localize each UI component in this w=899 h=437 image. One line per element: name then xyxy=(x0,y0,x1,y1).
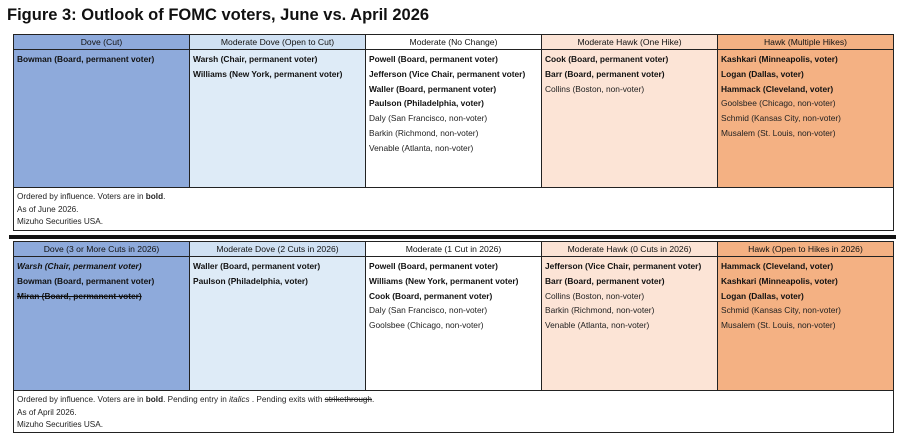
column-header: Hawk (Open to Hikes in 2026) xyxy=(718,242,893,257)
june-col-moderate-hawk xyxy=(542,35,718,187)
voter-list xyxy=(718,50,893,141)
voter-item: Powell (Board, permanent voter) xyxy=(369,54,498,64)
april-col-moderate xyxy=(366,242,542,390)
june-col-moderate xyxy=(366,35,542,187)
voter-item: Bowman (Board, permanent voter) xyxy=(17,54,155,64)
legend-note: Ordered by influence. Voters are in bold. Pending entry in italics . Pending exits with strikethrough. xyxy=(17,395,375,404)
voter-item: Musalem (St. Louis, non-voter) xyxy=(721,127,836,138)
voter-item: Daly (San Francisco, non-voter) xyxy=(369,113,488,124)
april-notes xyxy=(14,390,893,432)
voter-list xyxy=(542,50,717,96)
column-header: Moderate Dove (Open to Cut) xyxy=(190,35,365,50)
voter-item: Collins (Boston, non-voter) xyxy=(545,290,645,301)
voter-item: Goolsbee (Chicago, non-voter) xyxy=(721,98,836,109)
voter-item: Jefferson (Vice Chair, permanent voter) xyxy=(369,68,526,79)
voter-item: Kashkari (Minneapolis, voter) xyxy=(721,275,838,286)
voter-item: Kashkari (Minneapolis, voter) xyxy=(721,54,838,64)
column-header: Moderate Hawk (One Hike) xyxy=(542,35,717,50)
voter-item: Waller (Board, permanent voter) xyxy=(193,261,321,271)
voter-list xyxy=(14,257,189,303)
voter-item: Barkin (Richmond, non-voter) xyxy=(545,305,655,316)
june-notes xyxy=(14,187,893,229)
column-header: Moderate Dove (2 Cuts in 2026) xyxy=(190,242,365,257)
voter-item: Hammack (Cleveland, voter) xyxy=(721,261,834,271)
voter-item: Logan (Dallas, voter) xyxy=(721,290,804,301)
section-divider xyxy=(9,235,896,239)
voter-item: Waller (Board, permanent voter) xyxy=(369,83,497,94)
voter-item: Powell (Board, permanent voter) xyxy=(369,261,498,271)
as-of-note: As of June 2026. xyxy=(17,204,79,214)
voter-list xyxy=(190,50,365,82)
june-col-hawk xyxy=(718,35,893,187)
voter-item: Schmid (Kansas City, non-voter) xyxy=(721,113,841,124)
voter-item: Barr (Board, permanent voter) xyxy=(545,275,665,286)
voter-list xyxy=(366,50,541,156)
as-of-note: As of April 2026. xyxy=(17,407,77,417)
voter-item: Venable (Atlanta, non-voter) xyxy=(369,142,474,153)
voter-item: Venable (Atlanta, non-voter) xyxy=(545,320,650,331)
voter-item: Collins (Boston, non-voter) xyxy=(545,83,645,94)
june-columns xyxy=(14,35,893,187)
voter-list xyxy=(366,257,541,333)
voter-item: Daly (San Francisco, non-voter) xyxy=(369,305,488,316)
column-header: Moderate Hawk (0 Cuts in 2026) xyxy=(542,242,717,257)
voter-item: Schmid (Kansas City, non-voter) xyxy=(721,305,841,316)
voter-item: Jefferson (Vice Chair, permanent voter) xyxy=(545,261,702,271)
voter-item: Bowman (Board, permanent voter) xyxy=(17,275,155,286)
voter-item: Warsh (Chair, permanent voter) xyxy=(193,54,318,64)
voter-list xyxy=(542,257,717,333)
april-col-dove xyxy=(14,242,190,390)
source-note: Mizuho Securities USA. xyxy=(17,217,104,227)
april-col-moderate-dove xyxy=(190,242,366,390)
voter-item: Logan (Dallas, voter) xyxy=(721,68,804,79)
june-col-moderate-dove xyxy=(190,35,366,187)
voter-item: Williams (New York, permanent voter) xyxy=(369,275,519,286)
voter-item: Cook (Board, permanent voter) xyxy=(369,290,493,301)
june-outlook-table xyxy=(13,34,894,231)
column-header: Moderate (1 Cut in 2026) xyxy=(366,242,541,257)
voter-item: Barr (Board, permanent voter) xyxy=(545,68,665,79)
voter-item: Miran (Board, permanent voter) xyxy=(17,290,142,301)
voter-list xyxy=(14,50,189,67)
figure-title: Figure 3: Outlook of FOMC voters, June vs. April 2026 xyxy=(7,6,430,24)
source-note: Mizuho Securities USA. xyxy=(17,420,104,430)
april-outlook-table xyxy=(13,241,894,433)
voter-item: Cook (Board, permanent voter) xyxy=(545,54,669,64)
april-col-moderate-hawk xyxy=(542,242,718,390)
column-header: Dove (3 or More Cuts in 2026) xyxy=(14,242,189,257)
column-header: Moderate (No Change) xyxy=(366,35,541,50)
voter-list xyxy=(190,257,365,289)
voter-item: Goolsbee (Chicago, non-voter) xyxy=(369,320,484,331)
april-columns xyxy=(14,242,893,390)
column-header: Hawk (Multiple Hikes) xyxy=(718,35,893,50)
legend-note: Ordered by influence. Voters are in bold. xyxy=(17,192,166,201)
voter-list xyxy=(718,257,893,333)
voter-item: Warsh (Chair, permanent voter) xyxy=(17,261,142,271)
voter-item: Musalem (St. Louis, non-voter) xyxy=(721,320,836,331)
april-col-hawk xyxy=(718,242,893,390)
june-col-dove xyxy=(14,35,190,187)
voter-item: Hammack (Cleveland, voter) xyxy=(721,83,834,94)
voter-item: Williams (New York, permanent voter) xyxy=(193,68,343,79)
voter-item: Barkin (Richmond, non-voter) xyxy=(369,127,479,138)
voter-item: Paulson (Philadelphia, voter) xyxy=(193,275,308,286)
voter-item: Paulson (Philadelphia, voter) xyxy=(369,98,484,109)
column-header: Dove (Cut) xyxy=(14,35,189,50)
